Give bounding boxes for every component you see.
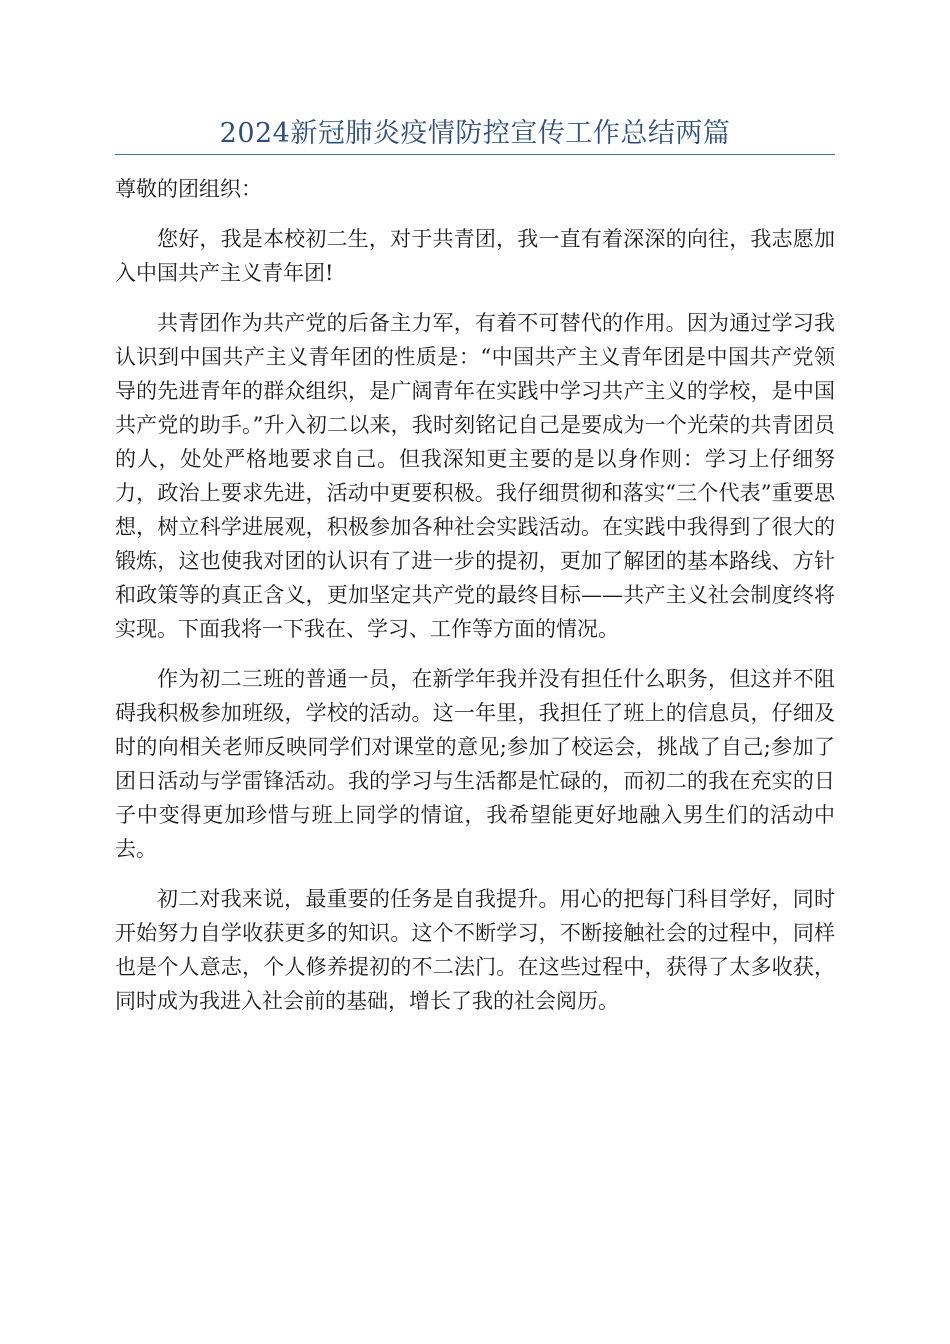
salutation: 尊敬的团组织： [115,177,262,201]
document-body [115,172,835,1034]
paragraph: 您好，我是本校初二生，对于共青团，我一直有着深深的向往，我志愿加入中国共产主义青年团! [115,227,835,285]
paragraph: 初二对我来说，最重要的任务是自我提升。用心的把每门科目学好，同时开始努力自学收获更多的知识。这个不断学习，不断接触社会的过程中，同样也是个人意志，个人修养提初的不二法门。在这些过程中，获得了太多收获，同时成为我进入社会前的基础，增长了我的社会阅历。 [115,887,835,1013]
title-underline [115,154,835,155]
document-title: 2024新冠肺炎疫情防控宣传工作总结两篇 [219,118,731,149]
paragraph: 共青团作为共产党的后备主力军，有着不可替代的作用。因为通过学习我认识到中国共产主义青年团的性质是：“中国共产主义青年团是中国共产党领导的先进青年的群众组织，是广阔青年在实践中学习共产主义的学校，是中国共产党的助手。”升入初二以来，我时刻铭记自己是要成为一个光荣的共青团员的人，处处严格地要求自己。但我深知更主要的是以身作则：学习上仔细努力，政治上要求先进，活动中更要积极。我仔细贯彻和落实“三个代表”重要思想，树立科学进展观，积极参加各种社会实践活动。在实践中我得到了很大的锻炼，这也使我对团的认识有了进一步的提初，更加了解团的基本路线、方针和政策等的真正含义，更加坚定共产党的最终目标——共产主义社会制度终将实现。下面我将一下我在、学习、工作等方面的情况。 [115,311,835,641]
paragraph: 作为初二三班的普通一员，在新学年我并没有担任什么职务，但这并不阻碍我积极参加班级，学校的活动。这一年里，我担任了班上的信息员，仔细及时的向相关老师反映同学们对课堂的意见;参加了校运会，挑战了自己;参加了团日活动与学雷锋活动。我的学习与生活都是忙碌的，而初二的我在充实的日子中变得更加珍惜与班上同学的情谊，我希望能更好地融入男生们的活动中去。 [115,667,835,861]
